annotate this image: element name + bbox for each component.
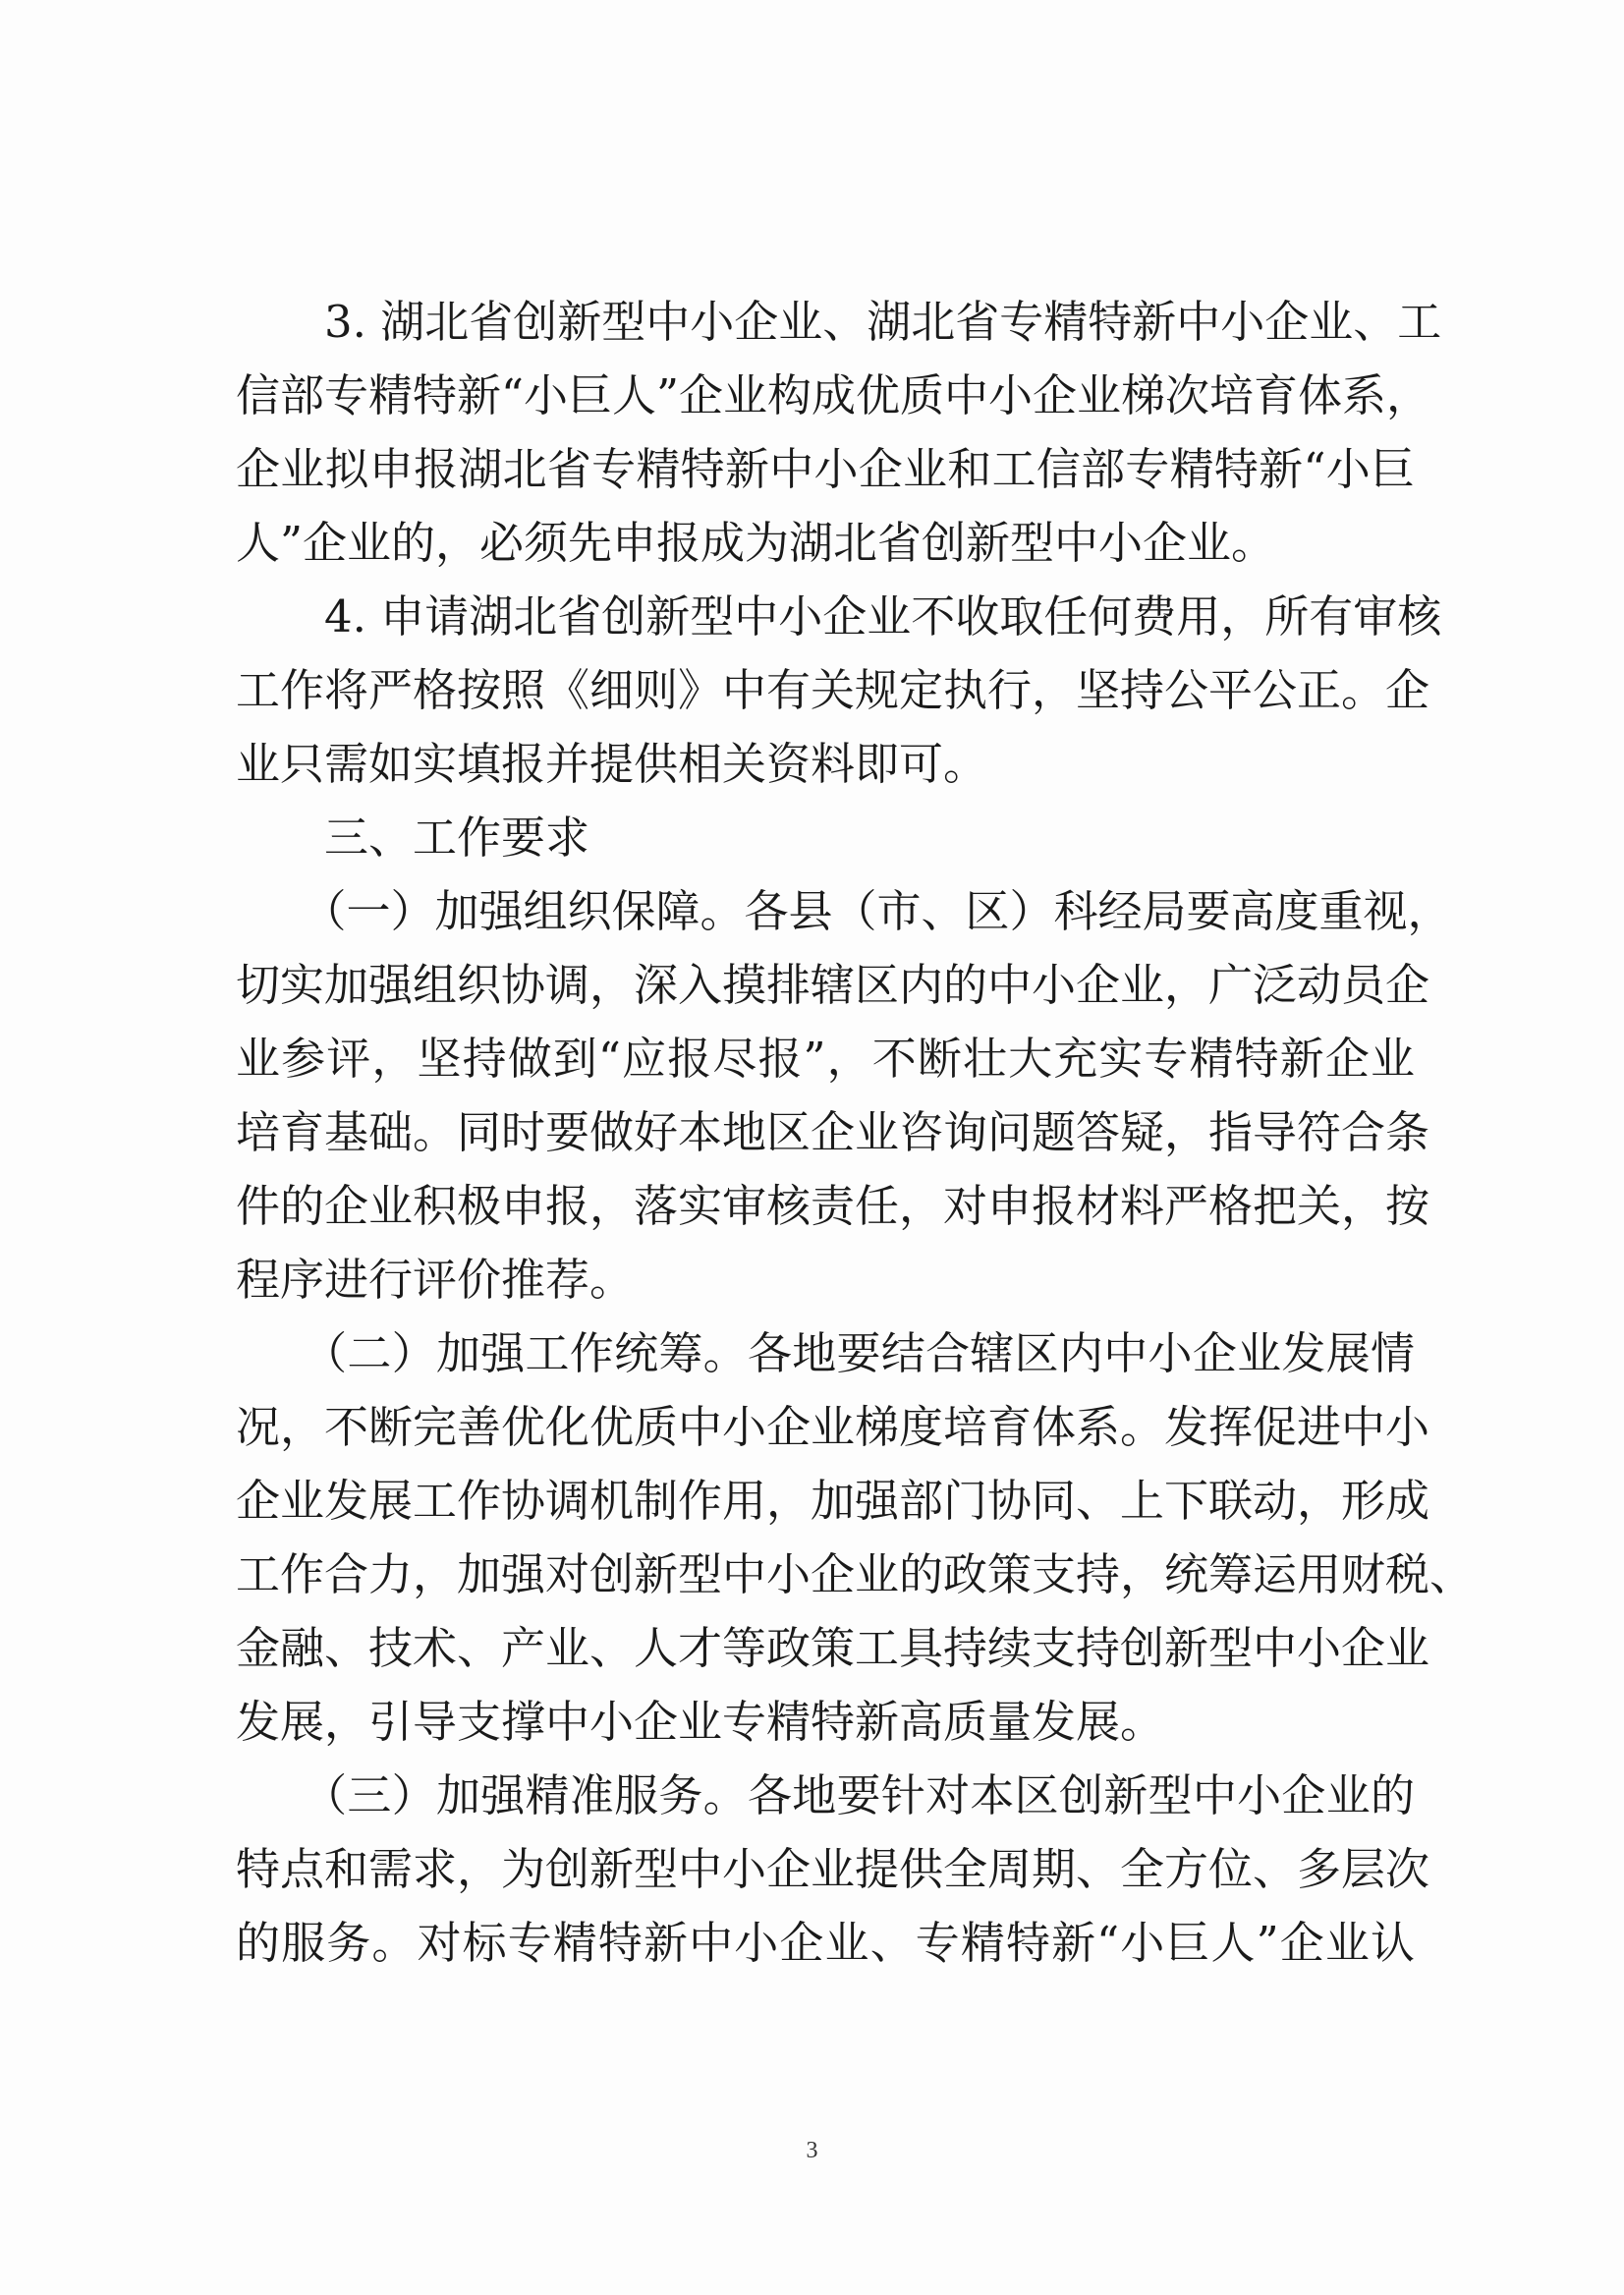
text-line: 的服务。对标专精特新中小企业、专精特新“小巨人”企业认 bbox=[236, 1917, 1415, 1969]
text-line: 件的企业积极申报，落实审核责任，对申报材料严格把关，按 bbox=[236, 1180, 1430, 1232]
text-line: 信部专精特新“小巨人”企业构成优质中小企业梯次培育体系， bbox=[236, 369, 1431, 421]
text-line: 业参评，坚持做到“应报尽报”，不断壮大充实专精特新企业 bbox=[236, 1033, 1415, 1085]
text-line: 业只需如实填报并提供相关资料即可。 bbox=[236, 738, 988, 790]
text-line: 特点和需求，为创新型中小企业提供全周期、全方位、多层次 bbox=[236, 1843, 1430, 1895]
text-line: 况，不断完善优化优质中小企业梯度培育体系。发挥促进中小 bbox=[236, 1401, 1430, 1453]
text-line: （二）加强工作统筹。各地要结合辖区内中小企业发展情 bbox=[236, 1327, 1415, 1379]
text-line: 企业拟申报湖北省专精特新中小企业和工信部专精特新“小巨 bbox=[236, 443, 1415, 495]
text-line: 4. 申请湖北省创新型中小企业不收取任何费用，所有审核 bbox=[236, 590, 1442, 643]
text-line: （一）加强组织保障。各县（市、区）科经局要高度重视， bbox=[236, 885, 1452, 937]
text-line: 人”企业的，必须先申报成为湖北省创新型中小企业。 bbox=[236, 517, 1276, 569]
text-line: 切实加强组织协调，深入摸排辖区内的中小企业，广泛动员企 bbox=[236, 959, 1430, 1011]
text-line: 企业发展工作协调机制作用，加强部门协同、上下联动，形成 bbox=[236, 1475, 1430, 1527]
text-line: 培育基础。同时要做好本地区企业咨询问题答疑，指导符合条 bbox=[236, 1106, 1430, 1158]
text-line: （三）加强精准服务。各地要针对本区创新型中小企业的 bbox=[236, 1769, 1415, 1821]
text-line: 程序进行评价推荐。 bbox=[236, 1254, 635, 1306]
text-line: 发展，引导支撑中小企业专精特新高质量发展。 bbox=[236, 1696, 1165, 1748]
text-line: 工作将严格按照《细则》中有关规定执行，坚持公平公正。企 bbox=[236, 664, 1430, 716]
text-line: 金融、技术、产业、人才等政策工具持续支持创新型中小企业 bbox=[236, 1622, 1430, 1674]
page-number: 3 bbox=[806, 2138, 818, 2163]
text-line: 工作合力，加强对创新型中小企业的政策支持，统筹运用财税、 bbox=[236, 1548, 1475, 1600]
section-heading: 三、工作要求 bbox=[236, 812, 590, 864]
text-line: 3. 湖北省创新型中小企业、湖北省专精特新中小企业、工 bbox=[236, 296, 1442, 348]
